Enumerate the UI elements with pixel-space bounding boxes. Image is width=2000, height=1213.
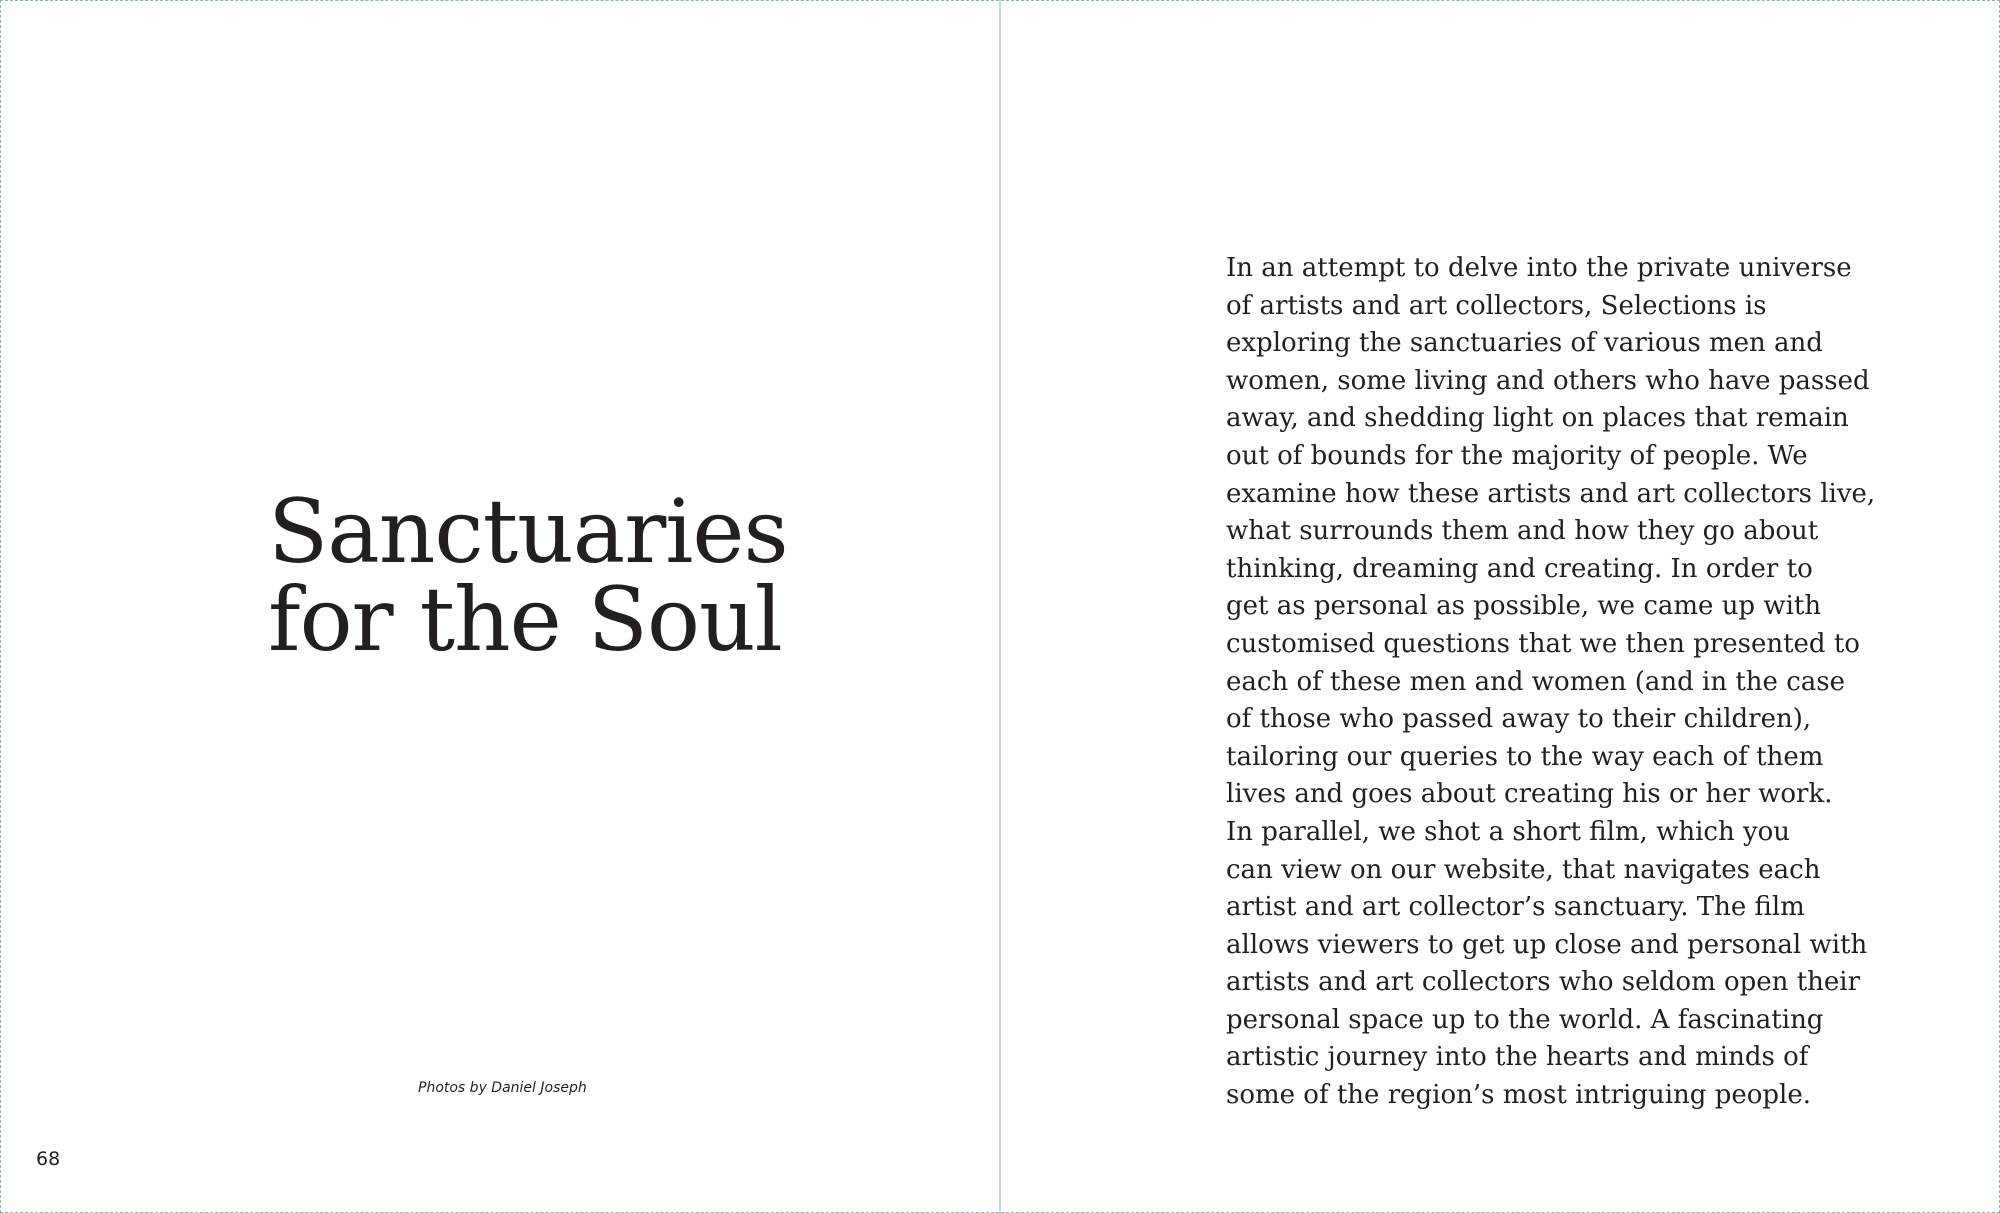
text-line: In an attempt to delve into the private universe <box>1226 253 1852 283</box>
text-line: can view on our website, that navigates each <box>1226 854 1821 885</box>
text-line: of artists and art collectors, Selections is <box>1226 290 1767 321</box>
page-number: 68 <box>36 1148 61 1170</box>
text-line: tailoring our queries to the way each of them <box>1226 741 1824 772</box>
text-line: lives and goes about creating his or her work. <box>1226 779 1833 810</box>
text-line: of those who passed away to their children), <box>1226 704 1812 735</box>
intro-paragraph <box>1226 250 1946 1115</box>
text-line: women, some living and others who have passed <box>1226 365 1870 396</box>
photo-credit: Photos by Daniel Joseph <box>418 1080 587 1096</box>
text-line: get as personal as possible, we came up with <box>1226 591 1822 622</box>
title-line: for the Soul <box>268 568 782 671</box>
text-line: In parallel, we shot a short film, which you <box>1226 816 1791 847</box>
text-line: artistic journey into the hearts and minds of <box>1226 1042 1809 1073</box>
text-line: examine how these artists and art collectors live, <box>1226 478 1876 509</box>
text-line: personal space up to the world. A fascinating <box>1226 1004 1824 1035</box>
text-line: artists and art collectors who seldom open their <box>1226 967 1861 998</box>
article-title <box>268 480 788 671</box>
text-line: customised questions that we then presented to <box>1226 628 1860 659</box>
title-line: Sanctuaries <box>268 480 788 583</box>
text-line: away, and shedding light on places that remain <box>1226 403 1849 434</box>
right-page <box>1001 0 2000 1213</box>
text-line: out of bounds for the majority of people. We <box>1226 440 1808 471</box>
text-line: exploring the sanctuaries of various men and <box>1226 328 1823 359</box>
text-line: thinking, dreaming and creating. In order to <box>1226 553 1813 584</box>
text-line: artist and art collector’s sanctuary. The film <box>1226 892 1805 923</box>
text-line: allows viewers to get up close and personal with <box>1226 929 1868 960</box>
text-line: what surrounds them and how they go about <box>1226 516 1819 547</box>
text-line: some of the region’s most intriguing people. <box>1226 1080 1811 1111</box>
text-line: each of these men and women (and in the case <box>1226 666 1845 697</box>
left-page <box>0 0 999 1213</box>
